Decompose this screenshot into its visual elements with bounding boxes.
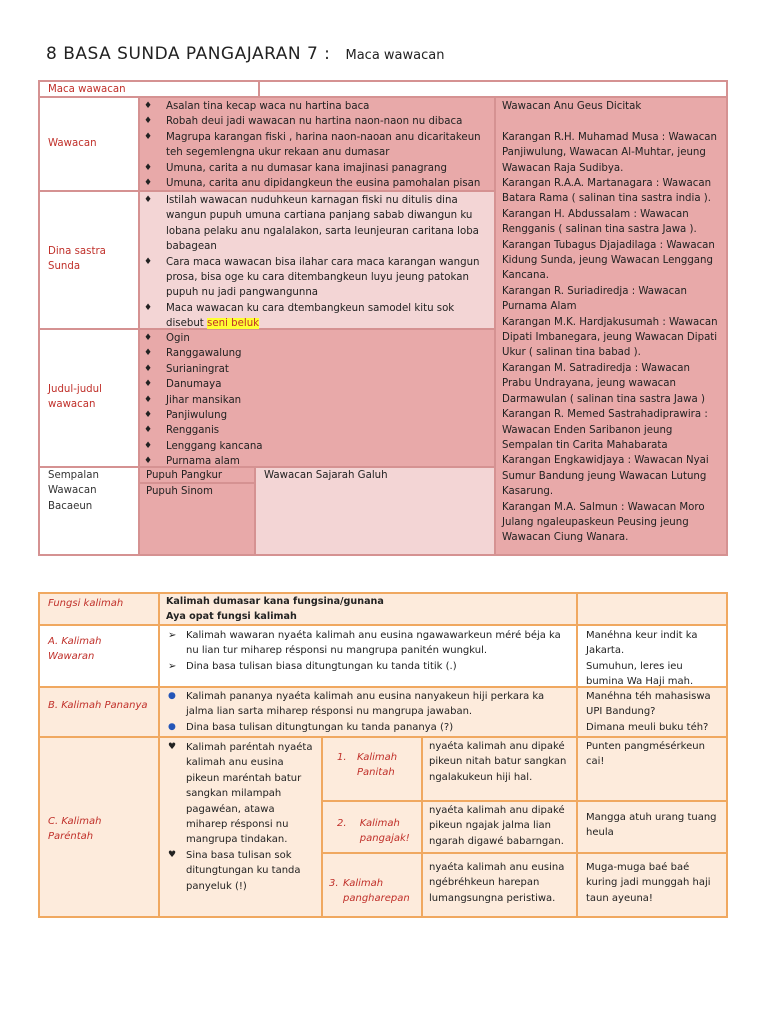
header-label: Maca wawacan	[48, 84, 126, 95]
sub-num: 2.	[337, 818, 347, 829]
header-line1: Kalimah dumasar kana fungsina/gunana	[166, 596, 384, 607]
label-text: Wawacan	[48, 138, 97, 149]
header-desc-cell	[159, 593, 577, 625]
title-main: 8 BASA SUNDA PANGAJARAN 7 :	[46, 44, 331, 64]
row-label-judul	[39, 329, 139, 467]
label-text: Judul-judul wawacan	[48, 384, 102, 411]
row-a-label: A. Kalimah Wawaran	[48, 636, 102, 663]
title-item: ♦ Ogin	[140, 331, 494, 346]
highlight-seni-beluk: seni beluk	[207, 318, 260, 330]
sub-pangajak-name-cell	[322, 801, 422, 853]
title-item: ♦ Purnama alam	[140, 454, 494, 469]
row-content-wawacan	[139, 97, 495, 191]
sub-name	[337, 816, 413, 847]
printed-wawacan-entry: Karangan Engkawidjaya : Wawacan Nyai Sumur Bandung jeung Wawacan Lutung Kasarung.	[502, 455, 709, 498]
pupuh-pangkur-cell	[139, 467, 255, 483]
sub-pangharepan-name-cell	[322, 853, 422, 917]
row-c-desc-cell	[159, 737, 322, 917]
example-text: Manéhna téh mahasiswa UPI Bandung?	[586, 691, 711, 718]
pupuh-sinom-cell	[139, 483, 255, 555]
sub-desc: nyaéta kalimah anu dipaké pikeun nitah batur sangkan ngalakukeun hiji hal.	[429, 741, 567, 783]
header-line2: Aya opat fungsi kalimah	[166, 611, 297, 623]
label-text: Dina sastra Sunda	[48, 246, 106, 273]
printed-wawacan-entry: Karangan Tubagus Djajadilaga : Wawacan Kidung Sunda, jeung Wawacan Lenggang Kancana.	[502, 239, 715, 282]
printed-wawacan-entry: Karangan R. Memed Sastrahadiprawira : Wawacan Enden Saribanon jeung Sempalan tin Carita Mahabarata	[502, 409, 708, 451]
printed-wawacan-entry: Karangan M. Satradiredja : Wawacan Prabu Undrayana, jeung wawacan Darmawulan ( salinan tina sastra Jawa )	[502, 362, 705, 405]
bullet-item: ♦ Istilah wawacan nuduhkeun karnagan fiski nu ditulis dina wangun pupuh umuna cartiana panjang sabab diwangun ku lobana pelaku anu ngalalakon, sarta leunjeuran caritana loba babagean	[140, 193, 494, 255]
bullet-item: ♦ Asalan tina kecap waca nu hartina baca	[140, 99, 494, 114]
bullet-item: ♦ Umuna, carita anu dipidangkeun the eusina pamohalan pisan	[140, 176, 494, 191]
example-text: Punten pangmésérkeun cai!	[586, 741, 705, 768]
header-label-cell	[39, 81, 259, 97]
label-text: Sempalan Wawacan Bacaeun	[48, 470, 99, 512]
bullet-item: ♦ Umuna, carita a nu dumasar kana imajinasi panagrang	[140, 161, 494, 176]
sub-pangajak-example-cell	[577, 801, 727, 853]
bullet-text: Maca wawacan ku cara dtembangkeun samodel kitu sok disebut	[166, 302, 455, 330]
printed-wawacan-entry: Karangan M.A. Salmun : Wawacan Moro Julang ngaleupaskeun Peusing jeung Wawacan Ciung Wanara.	[502, 501, 705, 544]
row-label-wawacan	[39, 97, 139, 191]
sub-pangharepan-desc-cell	[422, 853, 577, 917]
header-empty-cell	[259, 81, 727, 97]
example-text: Mangga atuh urang tuang heula	[586, 812, 717, 839]
row-b-desc-cell	[159, 687, 577, 737]
printed-wawacan-heading: Wawacan Anu Geus Dicitak	[502, 101, 642, 112]
row-content-judul	[139, 329, 495, 467]
sub-panitah-desc-cell	[422, 737, 577, 801]
sub-label: Kalimah pangharepan	[343, 878, 410, 905]
title-item: ♦ Danumaya	[140, 377, 494, 392]
row-b-label-cell	[39, 687, 159, 737]
example-text: Manéhna keur indit ka Jakarta.	[586, 630, 698, 657]
page-title	[46, 44, 444, 64]
row-label-sempalan	[39, 467, 139, 555]
bullet-item: ♦ Magrupa karangan fiski , harina naon-naoan anu dicaritakeun teh segemlengna ukur rekaan anu dumasar	[140, 130, 494, 161]
desc-item: ➢ Kalimah wawaran nyaéta kalimah anu eusina ngawawarkeun méré béja ka nu lian tur miharep résponsi nu mangrupa panitén wungkul.	[164, 628, 572, 659]
desc-item: ➢ Dina basa tulisan biasa ditungtungan ku tanda titik (.)	[164, 659, 572, 674]
row-content-dina-sastra	[139, 191, 495, 329]
sub-num: 3.	[329, 878, 339, 889]
header-fungsi-cell	[39, 593, 159, 625]
row-a-desc-cell	[159, 625, 577, 687]
printed-wawacan-entry	[502, 114, 720, 129]
printed-wawacan-entry: Karangan R. Suriadiredja : Wawacan Purnama Alam	[502, 285, 687, 313]
row-a-label-cell	[39, 625, 159, 687]
printed-wawacan-entry: Karangan H. Abdussalam : Wawacan Rengganis ( salinan tina sastra Jawa ).	[502, 208, 697, 236]
sub-label: Kalimah Panitah	[357, 752, 398, 779]
desc-item: ● Kalimah pananya nyaéta kalimah anu eusina nanyakeun hiji perkara ka jalma lian sarta miharep résponsi nu mangrupa jawaban.	[164, 689, 572, 720]
title-sub: Maca wawacan	[345, 48, 445, 63]
pupuh-text: Pupuh Sinom	[146, 486, 213, 497]
sub-desc: nyaéta kalimah anu eusina ngébréhkeun harepan lumangsungna peristiwa.	[429, 862, 565, 904]
fungsi-kalimah-table	[38, 592, 728, 918]
printed-wawacan-column	[495, 97, 727, 555]
sub-pangajak-desc-cell	[422, 801, 577, 853]
bullet-item: ♦ Cara maca wawacan bisa ilahar cara maca karangan wangun prosa, bisa oge ku cara ditembangkeun luyu jeung patokan pupuh nu jadi pangwangunna	[140, 255, 494, 301]
header-fungsi-label: Fungsi kalimah	[48, 598, 124, 609]
title-item: ♦ Ranggawalung	[140, 346, 494, 361]
title-item: ♦ Jihar mansikan	[140, 393, 494, 408]
bullet-item: ♦ Robah deui jadi wawacan nu hartina naon-naon nu dibaca	[140, 114, 494, 129]
sub-desc: nyaéta kalimah anu dipaké pikeun ngajak jalma lian ngarah digawé babarngan.	[429, 805, 565, 847]
sub-name	[329, 876, 417, 907]
row-b-example-cell	[577, 687, 727, 737]
printed-wawacan-entry: Karangan R.H. Muhamad Musa : Wawacan Panjiwulung, Wawacan Al-Muhtar, jeung Wawacan Raja Sudibya.	[502, 131, 718, 174]
sub-num: 1.	[337, 752, 347, 763]
title-item: ♦ Lenggang kancana	[140, 439, 494, 454]
example-text: Sumuhun, leres ieu bumina Wa Haji mah.	[586, 660, 694, 688]
sub-panitah-example-cell	[577, 737, 727, 801]
wawacan-table	[38, 80, 728, 556]
example-text: Muga-muga baé baé kuring jadi munggah haji taun ayeuna!	[586, 862, 711, 904]
sub-pangharepan-example-cell	[577, 853, 727, 917]
row-c-label: C. Kalimah Paréntah	[48, 816, 102, 843]
row-b-label: B. Kalimah Pananya	[48, 700, 148, 711]
desc-item: ● Dina basa tulisan ditungtungan ku tanda pananya (?)	[164, 720, 572, 735]
title-item: ♦ Surianingrat	[140, 362, 494, 377]
header-empty-cell	[577, 593, 727, 625]
sub-panitah-name-cell	[322, 737, 422, 801]
example-text: Dimana meuli buku téh?	[586, 721, 709, 733]
row-label-dina-sastra	[39, 191, 139, 329]
wawacan-title: Wawacan Sajarah Galuh	[264, 470, 388, 481]
row-a-example-cell	[577, 625, 727, 687]
sajarah-galuh-cell	[255, 467, 495, 555]
row-c-label-cell	[39, 737, 159, 917]
title-item: ♦ Rengganis	[140, 423, 494, 438]
bullet-item	[140, 301, 494, 332]
title-item: ♦ Panjiwulung	[140, 408, 494, 423]
desc-item: ♥ Sina basa tulisan sok ditungtungan ku tanda panyeluk (!)	[164, 848, 317, 894]
sub-name	[337, 750, 413, 781]
printed-wawacan-entry: Karangan M.K. Hardjakusumah : Wawacan Dipati Imbanegara, jeung Wawacan Dipati Ukur ( salinan tina babad ).	[502, 316, 718, 359]
sub-label: Kalimah pangajak!	[359, 818, 410, 845]
printed-wawacan-entry: Karangan R.A.A. Martanagara : Wawacan Batara Rama ( salinan tina sastra india ).	[502, 178, 712, 205]
desc-item: ♥ Kalimah paréntah nyaéta kalimah anu eusina pikeun maréntah batur sangkan milampah pagawéan, atawa miharep résponsi nu mangrupa tindakan.	[164, 740, 317, 848]
pupuh-text: Pupuh Pangkur	[146, 470, 223, 481]
